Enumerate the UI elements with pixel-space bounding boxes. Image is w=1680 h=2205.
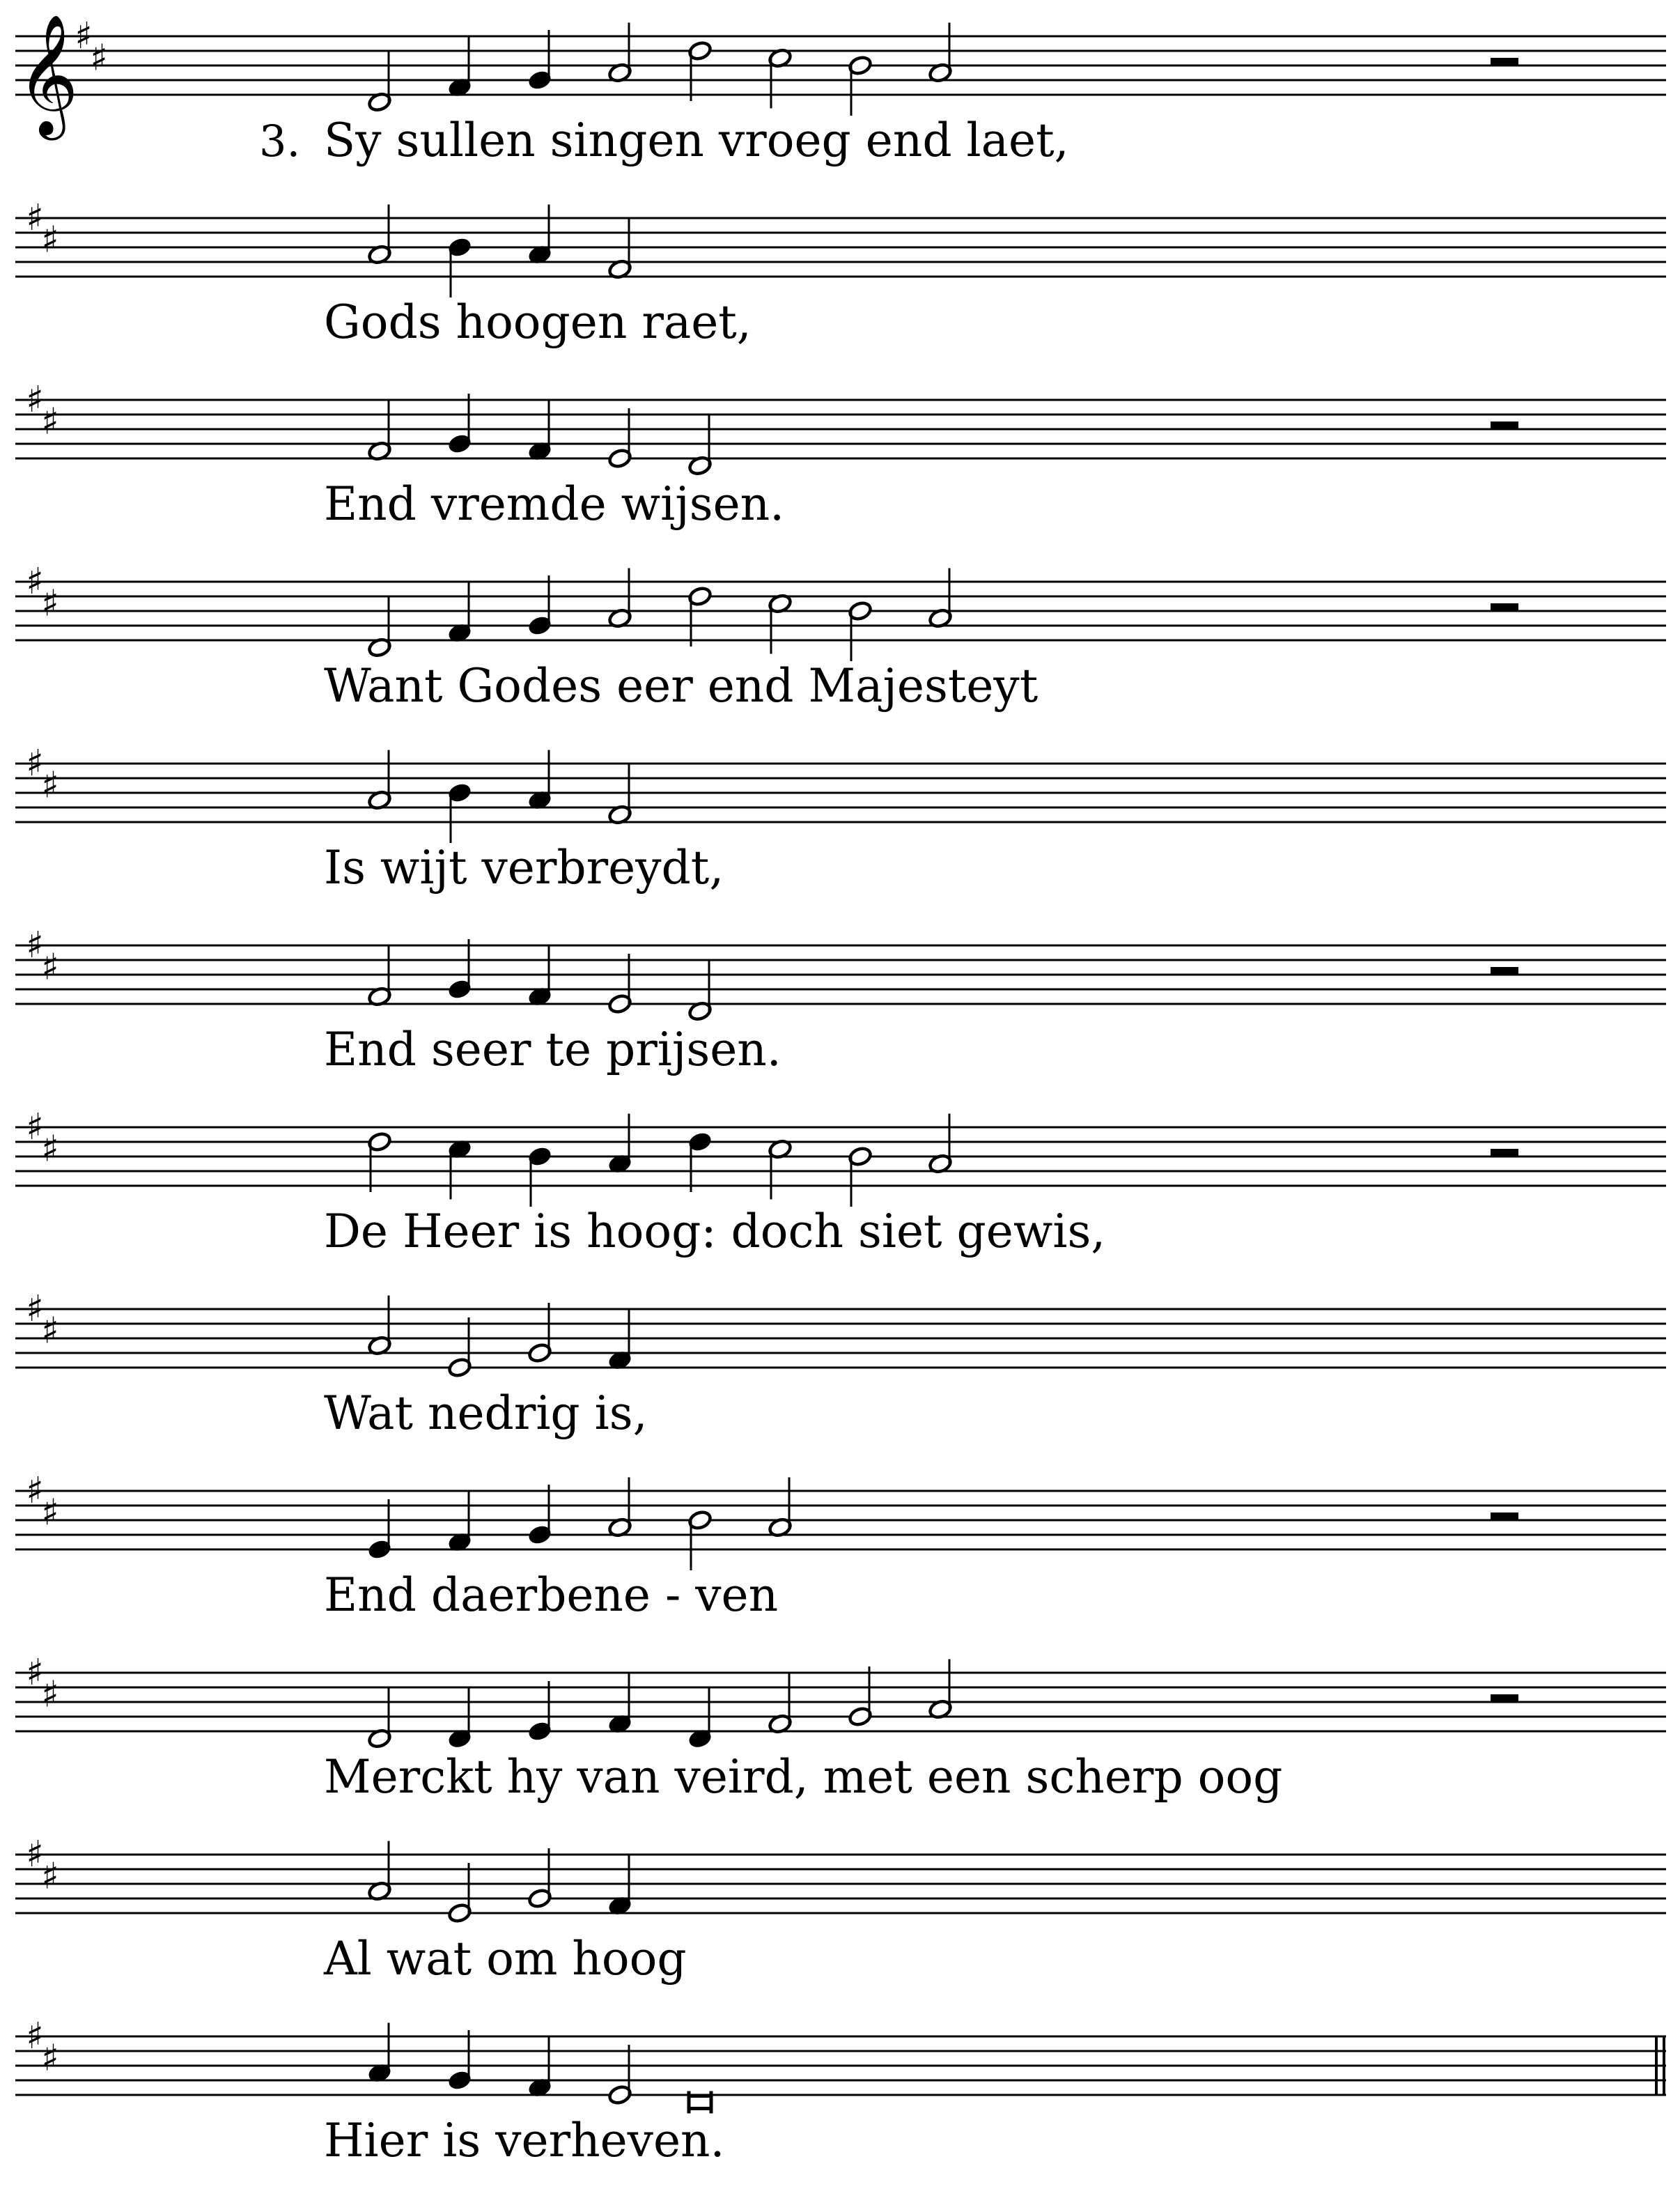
note bbox=[527, 1848, 552, 1909]
note bbox=[527, 575, 552, 636]
note bbox=[447, 38, 472, 98]
sharp-icon: ♯ bbox=[41, 2037, 59, 2080]
sharp-icon: ♯ bbox=[26, 379, 44, 421]
note bbox=[527, 1681, 552, 1742]
staff-system bbox=[15, 561, 1666, 713]
sharp-icon: ♯ bbox=[26, 1652, 44, 1694]
sharp-icon: ♯ bbox=[41, 401, 59, 443]
sharp-icon: ♯ bbox=[26, 2016, 44, 2057]
sharp-icon: ♯ bbox=[26, 924, 44, 966]
note bbox=[687, 961, 713, 1022]
staff-system bbox=[15, 1652, 1666, 1804]
lyric-line: De Heer is hoog: doch siet gewis, bbox=[324, 1205, 1106, 1258]
lyric-line: End daerbene - ven bbox=[324, 1568, 779, 1622]
sharp-icon: ♯ bbox=[75, 15, 93, 57]
rest-icon bbox=[1491, 603, 1518, 611]
note bbox=[447, 1492, 472, 1553]
note bbox=[367, 1131, 392, 1192]
sharp-icon: ♯ bbox=[26, 197, 44, 239]
note bbox=[928, 1114, 953, 1175]
note bbox=[607, 408, 632, 469]
note bbox=[447, 237, 472, 297]
note bbox=[687, 1131, 713, 1192]
note bbox=[768, 593, 793, 653]
note bbox=[687, 1510, 713, 1570]
note bbox=[527, 1303, 552, 1363]
sharp-icon: ♯ bbox=[41, 764, 59, 807]
note bbox=[447, 2030, 472, 2091]
note bbox=[447, 1863, 472, 1924]
staff-system bbox=[15, 379, 1666, 531]
sharp-icon: ♯ bbox=[26, 1470, 44, 1512]
note bbox=[607, 568, 632, 629]
sharp-icon: ♯ bbox=[41, 1673, 59, 1716]
note bbox=[848, 1666, 873, 1727]
staff-system bbox=[15, 197, 1666, 349]
sharp-icon: ♯ bbox=[41, 582, 59, 625]
sharp-icon: ♯ bbox=[41, 1310, 59, 1352]
note bbox=[607, 1856, 632, 1917]
note bbox=[447, 782, 472, 843]
sharp-icon: ♯ bbox=[41, 1128, 59, 1170]
note bbox=[367, 598, 392, 658]
note bbox=[527, 947, 552, 1007]
note bbox=[527, 2038, 552, 2098]
note bbox=[848, 1146, 873, 1207]
note bbox=[768, 1674, 793, 1735]
note bbox=[367, 1841, 392, 1902]
note bbox=[607, 954, 632, 1014]
note bbox=[367, 401, 392, 462]
note bbox=[607, 765, 632, 826]
treble-clef-icon: 𝄞 bbox=[17, 14, 79, 135]
note bbox=[687, 1689, 713, 1749]
note bbox=[447, 1689, 472, 1749]
staff-system bbox=[15, 924, 1666, 1076]
note bbox=[689, 2091, 711, 2114]
lyric-line: Hier is verheven. bbox=[324, 2114, 725, 2167]
rest-icon bbox=[1491, 421, 1518, 429]
note bbox=[527, 205, 552, 265]
note bbox=[367, 1499, 392, 1560]
staff-system bbox=[15, 14, 1666, 167]
note bbox=[928, 23, 953, 84]
sharp-icon: ♯ bbox=[41, 1855, 59, 1898]
sharp-icon: ♯ bbox=[26, 1834, 44, 1875]
note bbox=[367, 2023, 392, 2084]
note bbox=[447, 1317, 472, 1378]
staff-system bbox=[15, 1288, 1666, 1440]
note bbox=[367, 947, 392, 1007]
lyric-line: Sy sullen singen vroeg end laet, bbox=[324, 114, 1069, 167]
lyric-line: End seer te prijsen. bbox=[324, 1023, 781, 1076]
rest-icon bbox=[1491, 1149, 1518, 1156]
staff-system bbox=[15, 2016, 1666, 2167]
note bbox=[607, 1114, 632, 1175]
note bbox=[447, 583, 472, 644]
note bbox=[848, 601, 873, 661]
lyric-line: Want Godes eer end Majesteyt bbox=[324, 659, 1039, 713]
sharp-icon: ♯ bbox=[41, 1492, 59, 1534]
verse-number: 3. bbox=[259, 116, 301, 167]
staff-system bbox=[15, 1470, 1666, 1622]
note bbox=[687, 40, 713, 101]
note bbox=[367, 1296, 392, 1356]
sharp-icon: ♯ bbox=[26, 1288, 44, 1330]
note bbox=[527, 1485, 552, 1545]
staff-system bbox=[15, 1106, 1666, 1258]
note bbox=[447, 939, 472, 1000]
sharp-icon: ♯ bbox=[26, 1106, 44, 1148]
lyric-line: Merckt hy van veird, met een scherp oog bbox=[324, 1750, 1283, 1804]
note bbox=[527, 401, 552, 462]
note bbox=[768, 1138, 793, 1199]
note bbox=[367, 750, 392, 811]
note bbox=[687, 586, 713, 647]
note bbox=[607, 1310, 632, 1371]
note bbox=[928, 1659, 953, 1720]
sharp-icon: ♯ bbox=[90, 37, 108, 79]
note bbox=[607, 1478, 632, 1538]
lyric-line: Gods hoogen raet, bbox=[324, 295, 752, 349]
note bbox=[607, 2045, 632, 2105]
sharp-icon: ♯ bbox=[41, 946, 59, 989]
rest-icon bbox=[1491, 1694, 1518, 1702]
note bbox=[768, 47, 793, 108]
lyric-line: Wat nedrig is, bbox=[324, 1386, 648, 1440]
note bbox=[527, 750, 552, 811]
note bbox=[367, 205, 392, 265]
rest-icon bbox=[1491, 967, 1518, 975]
note bbox=[527, 30, 552, 91]
staff-system bbox=[15, 743, 1666, 895]
rest-icon bbox=[1491, 58, 1518, 65]
note bbox=[607, 219, 632, 280]
staff-system bbox=[15, 1834, 1666, 1986]
note bbox=[768, 1478, 793, 1538]
note bbox=[928, 568, 953, 629]
note bbox=[447, 1138, 472, 1199]
note bbox=[607, 1674, 632, 1735]
note bbox=[447, 394, 472, 454]
note bbox=[367, 52, 392, 113]
sharp-icon: ♯ bbox=[26, 561, 44, 603]
note bbox=[607, 23, 632, 84]
rest-icon bbox=[1491, 1512, 1518, 1520]
sharp-icon: ♯ bbox=[26, 743, 44, 784]
note bbox=[848, 55, 873, 116]
note bbox=[687, 416, 713, 477]
lyric-line: Is wijt verbreydt, bbox=[324, 841, 724, 895]
note bbox=[367, 1689, 392, 1749]
lyric-line: End vremde wijsen. bbox=[324, 477, 785, 531]
sharp-icon: ♯ bbox=[41, 219, 59, 261]
lyric-line: Al wat om hoog bbox=[324, 1932, 687, 1986]
note bbox=[527, 1146, 552, 1207]
